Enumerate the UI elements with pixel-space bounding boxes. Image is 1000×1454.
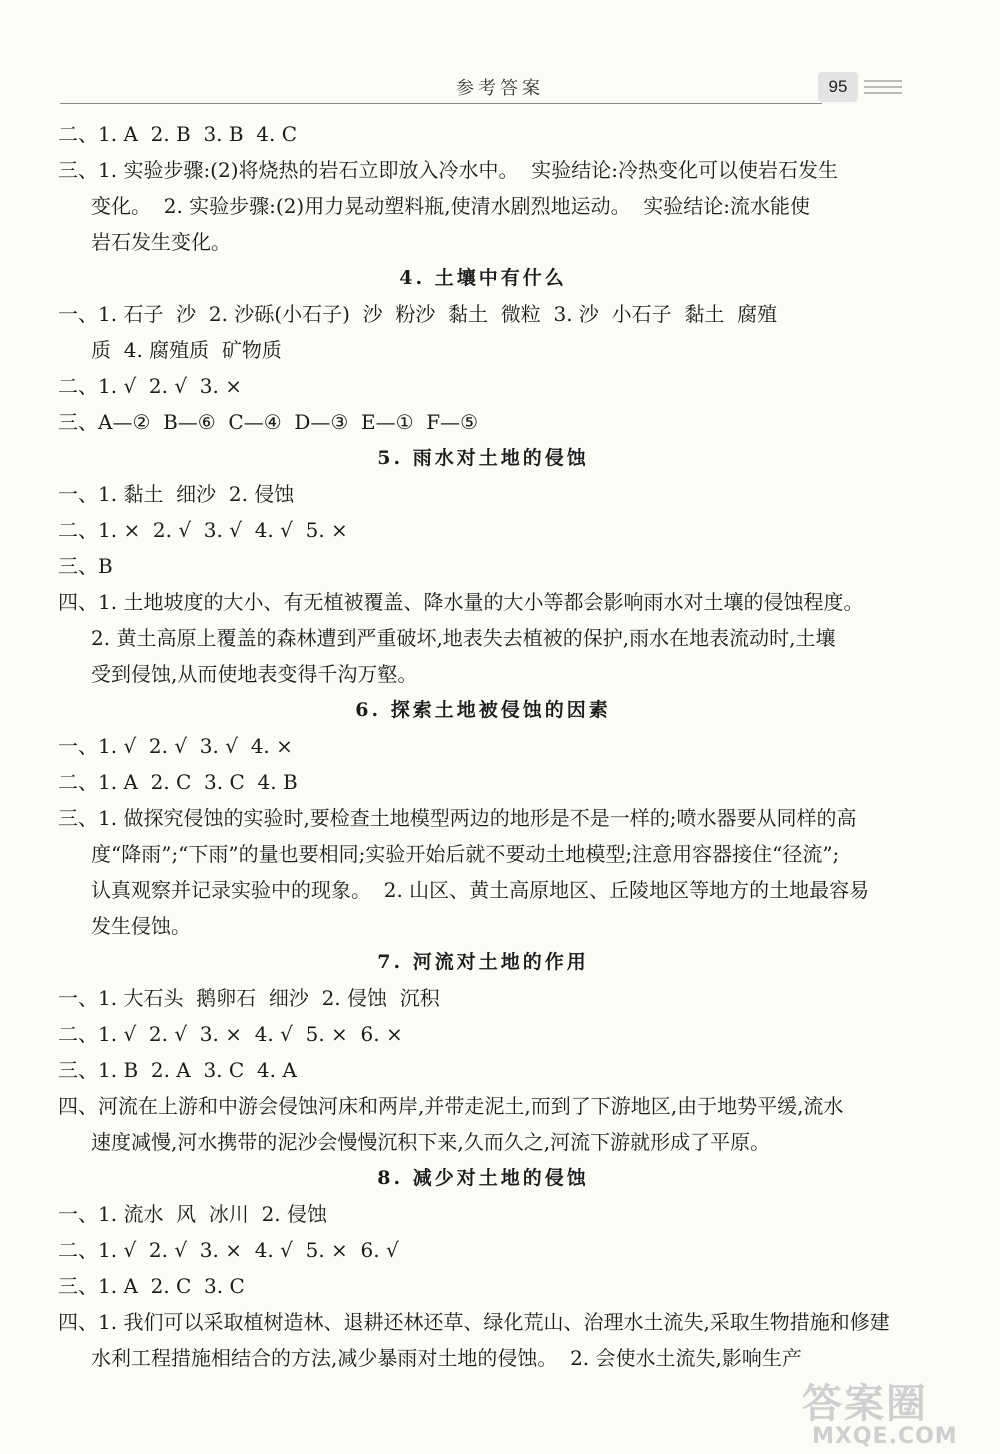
header-decoration [864,80,902,98]
answer-line: 四、1. 土地坡度的大小、有无植被覆盖、降水量的大小等都会影响雨水对土壤的侵蚀程度。 [58,590,864,614]
answer-line: 三、1. B 2. A 3. C 4. A [58,1058,297,1082]
page-number: 95 [818,72,858,102]
section-title: 6. 探索土地被侵蚀的因素 [355,699,611,721]
answer-line: 二、1. A 2. B 3. B 4. C [58,122,298,146]
answer-line: 认真观察并记录实验中的现象。 2. 山区、黄土高原地区、丘陵地区等地方的土地最容易 [91,878,870,902]
answer-line: 一、1. 石子 沙 2. 沙砾(小石子) 沙 粉沙 黏土 微粒 3. 沙 小石子 黏土 腐殖 [58,302,778,326]
answer-line: 二、1. A 2. C 3. C 4. B [58,770,298,794]
watermark-logo [802,1382,992,1452]
answer-line: 三、A—② B—⑥ C—④ D—③ E—① F—⑤ [58,410,479,434]
answer-line: 速度减慢,河水携带的泥沙会慢慢沉积下来,久而久之,河流下游就形成了平原。 [91,1130,771,1154]
section-title: 4. 土壤中有什么 [399,267,567,289]
answer-line: 岩石发生变化。 [91,230,231,254]
section-title: 5. 雨水对土地的侵蚀 [377,447,589,469]
answer-line: 二、1. √ 2. √ 3. × 4. √ 5. × 6. × [58,1022,403,1046]
answer-line: 二、1. × 2. √ 3. √ 4. √ 5. × [58,518,348,542]
answer-line: 三、1. 实验步骤:(2)将烧热的岩石立即放入冷水中。 实验结论:冷热变化可以使岩石发生 [58,158,838,182]
section-title: 7. 河流对土地的作用 [377,951,589,973]
watermark-url: MXQE.COM [812,1424,958,1449]
watermark-text: 答案圈 [802,1381,928,1427]
answer-line: 二、1. √ 2. √ 3. × [58,374,242,398]
answer-line: 发生侵蚀。 [91,914,191,938]
header-rule [60,103,822,104]
answer-line: 三、1. 做探究侵蚀的实验时,要检查土地模型两边的地形是不是一样的;喷水器要从同样的高 [58,806,857,830]
answer-line: 三、1. A 2. C 3. C [58,1274,245,1298]
answer-line: 水利工程措施相结合的方法,减少暴雨对土地的侵蚀。 2. 会使水土流失,影响生产 [91,1346,802,1370]
section-title: 8. 减少对土地的侵蚀 [377,1167,589,1189]
answer-line: 四、河流在上游和中游会侵蚀河床和两岸,并带走泥土,而到了下游地区,由于地势平缓,流水 [58,1094,844,1118]
answer-line: 一、1. 黏土 细沙 2. 侵蚀 [58,482,295,506]
answer-content [58,116,908,1376]
answer-line: 一、1. √ 2. √ 3. √ 4. × [58,734,293,758]
answer-line: 四、1. 我们可以采取植树造林、退耕还林还草、绿化荒山、治理水土流失,采取生物措施和修建 [58,1310,890,1334]
answer-line: 质 4. 腐殖质 矿物质 [91,338,282,362]
answer-line: 2. 黄土高原上覆盖的森林遭到严重破坏,地表失去植被的保护,雨水在地表流动时,土壤 [91,626,836,650]
answer-line: 受到侵蚀,从而使地表变得千沟万壑。 [91,662,418,686]
answer-line: 度“降雨”;“下雨”的量也要相同;实验开始后就不要动土地模型;注意用容器接住“径流”; [91,842,840,866]
answer-line: 一、1. 大石头 鹅卵石 细沙 2. 侵蚀 沉积 [58,986,440,1010]
answer-line: 变化。 2. 实验步骤:(2)用力晃动塑料瓶,使清水剧烈地运动。 实验结论:流水能使 [91,194,811,218]
answer-line: 二、1. √ 2. √ 3. × 4. √ 5. × 6. √ [58,1238,399,1262]
header-title: 参考答案 [456,78,544,99]
answer-line: 三、B [58,554,113,578]
answer-line: 一、1. 流水 风 冰川 2. 侵蚀 [58,1202,328,1226]
